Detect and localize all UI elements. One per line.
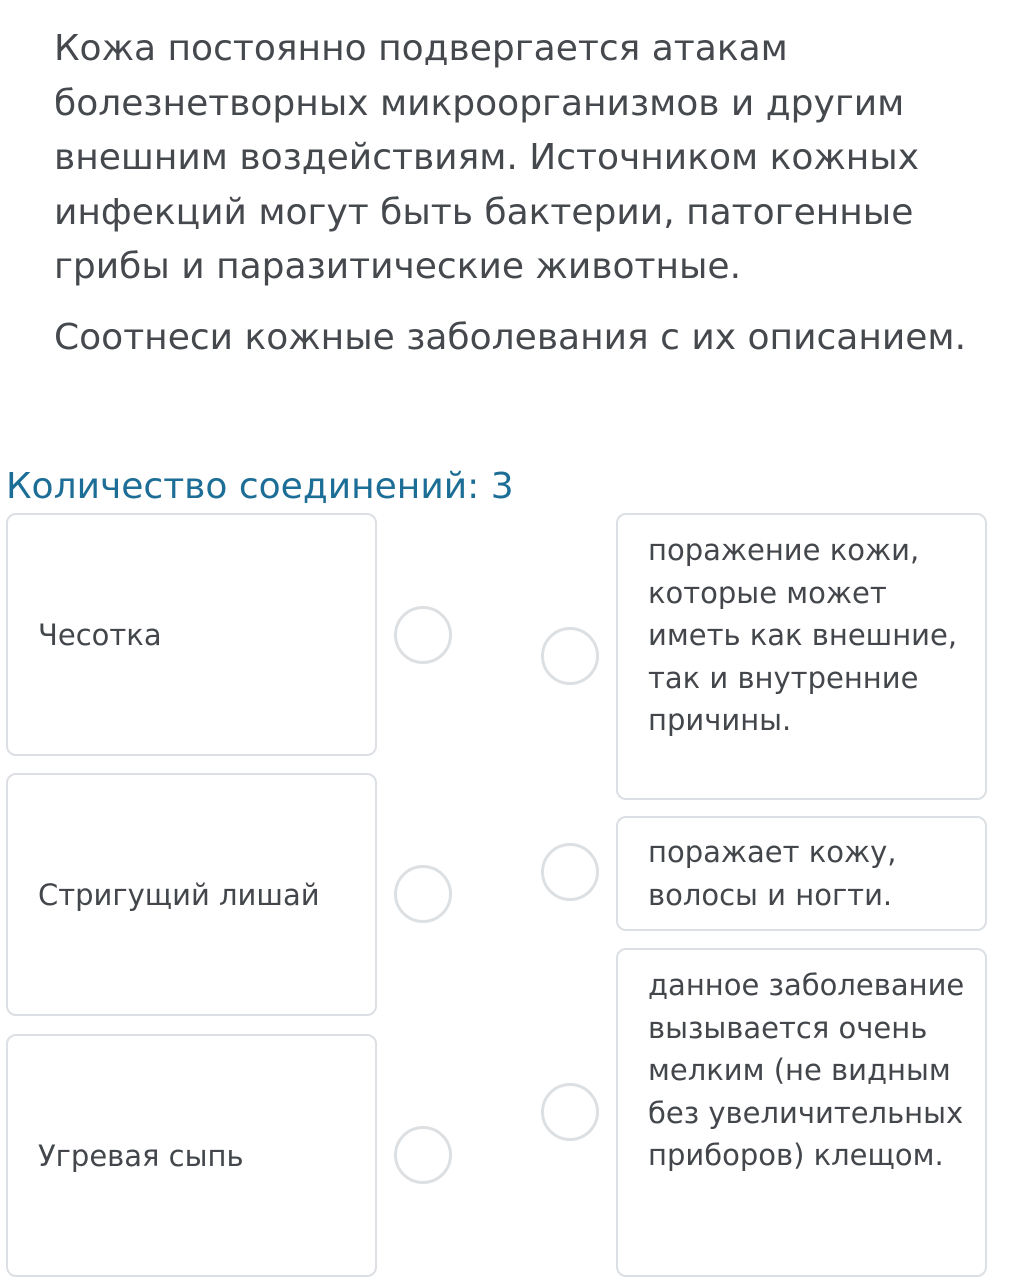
- left-item-acne[interactable]: [6, 1034, 377, 1277]
- right-connector-1[interactable]: [541, 627, 599, 685]
- intro-paragraph: Кожа постоянно подвергается атакам болезнетворных микроорганизмов и другим внешним воздействиям. Источником кожных инфекций могут быть бактерии, патогенные грибы и паразитические животные.: [54, 28, 920, 287]
- right-item-label: поражает кожу, волосы и ногти.: [648, 834, 897, 912]
- left-item-scabies[interactable]: [6, 513, 377, 756]
- question-text: [54, 22, 974, 365]
- left-connector-1[interactable]: [394, 606, 452, 664]
- left-item-label: Чесотка: [38, 617, 162, 652]
- right-connector-2[interactable]: [541, 843, 599, 901]
- right-item-skin-lesion[interactable]: [616, 513, 987, 800]
- left-connector-2[interactable]: [394, 865, 452, 923]
- left-item-label: Угревая сыпь: [38, 1138, 244, 1173]
- right-item-label: данное заболевание вызывается очень мелким (не видным без увеличительных приборов) клещом.: [648, 968, 965, 1173]
- task-instruction: Соотнеси кожные заболевания с их описанием.: [54, 316, 967, 358]
- right-item-skin-hair-nails[interactable]: [616, 816, 987, 931]
- connections-count: Количество соединений: 3: [6, 466, 514, 507]
- right-connector-3[interactable]: [541, 1083, 599, 1141]
- left-item-ringworm[interactable]: [6, 773, 377, 1016]
- left-connector-3[interactable]: [394, 1126, 452, 1184]
- left-item-label: Стригущий лишай: [38, 877, 320, 912]
- right-item-label: поражение кожи, которые может иметь как внешние, так и внутренние причины.: [648, 533, 958, 738]
- right-item-mite[interactable]: [616, 948, 987, 1277]
